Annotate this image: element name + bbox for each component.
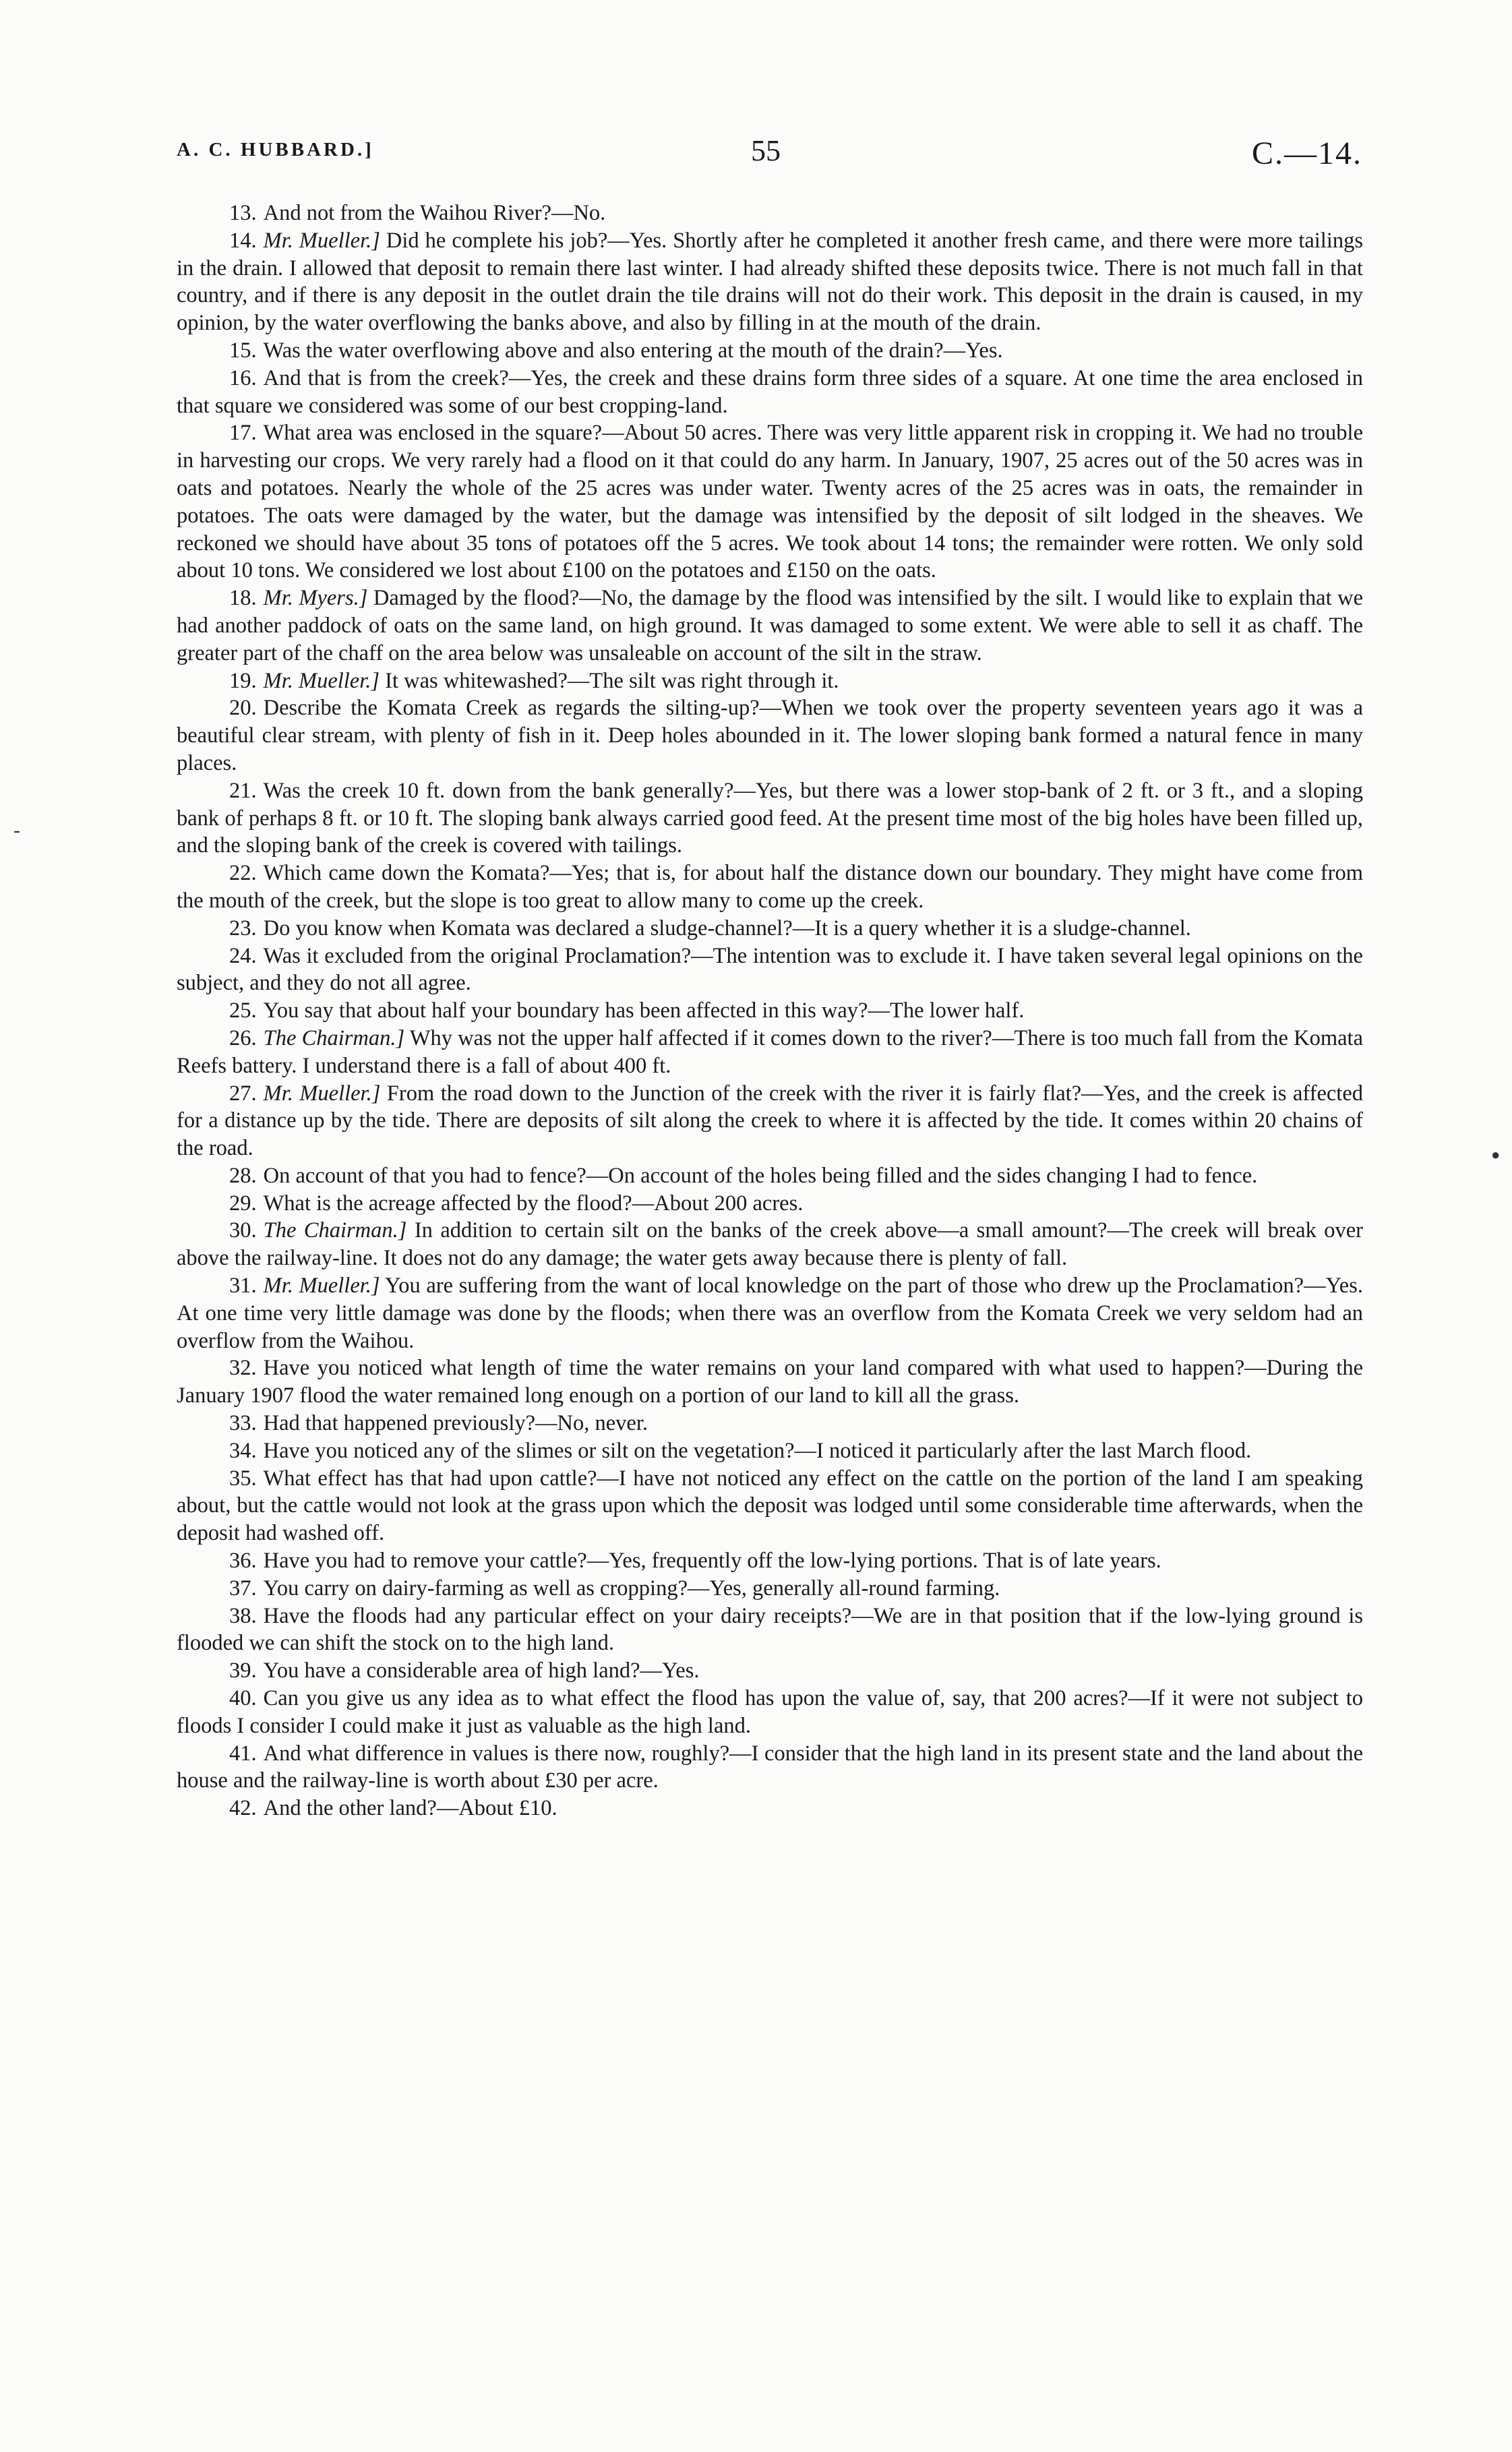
question-number: 27. (229, 1081, 257, 1106)
question-answer-paragraph (177, 1465, 1363, 1547)
question-number: 38. (229, 1603, 257, 1628)
question-number: 28. (229, 1163, 257, 1188)
paragraph-text: Why was not the upper half affected if it comes down to the river?—There is too much fall from the Komata Reefs battery. I understand there is a fall of about 400 ft. (177, 1025, 1364, 1078)
speaker-label: Mr. Mueller.] (263, 228, 380, 253)
paragraph-text: You say that about half your boundary has been affected in this way?—The lower half. (263, 998, 1025, 1023)
speaker-label: Mr. Myers.] (263, 586, 368, 611)
question-answer-paragraph (177, 1437, 1363, 1465)
speaker-label: Mr. Mueller.] (263, 1274, 380, 1298)
question-answer-paragraph (177, 337, 1363, 365)
question-answer-paragraph (177, 1603, 1363, 1658)
question-answer-paragraph (177, 1547, 1363, 1575)
question-number: 22. (229, 861, 257, 886)
paragraph-text: Have you noticed any of the slimes or silt on the vegetation?—I noticed it particularly after the last March flood. (263, 1438, 1252, 1463)
paragraph-text: Was the creek 10 ft. down from the bank generally?—Yes, but there was a lower stop-bank of 2 ft. or 3 ft., and a sloping bank of perhaps 8 ft. or 10 ft. The sloping bank always carried good feed. At the present time most of the big holes have been filled up, and the sloping bank of the creek is covered with tailings. (177, 778, 1363, 858)
question-answer-paragraph (177, 915, 1363, 943)
speaker-label: Mr. Mueller.] (263, 668, 380, 693)
question-number: 39. (229, 1658, 257, 1683)
question-number: 36. (229, 1549, 257, 1574)
question-answer-paragraph (177, 667, 1363, 695)
question-answer-paragraph (177, 1740, 1363, 1795)
question-number: 29. (229, 1191, 257, 1216)
question-number: 37. (229, 1576, 257, 1601)
question-answer-paragraph (177, 1272, 1363, 1354)
paragraph-text: Was it excluded from the original Proclamation?—The intention was to exclude it. I have taken several legal opinions on the subject, and they do not all agree. (177, 943, 1363, 996)
question-number: 41. (229, 1741, 257, 1766)
question-number: 24. (229, 943, 257, 968)
paragraph-text: You have a considerable area of high land?—Yes. (263, 1658, 700, 1683)
question-number: 26. (229, 1025, 257, 1050)
paragraph-text: What effect has that had upon cattle?—I have not noticed any effect on the cattle on the portion of the land I am speaking about, but the cattle would not look at the grass upon which the deposit was lodged until some considerable time afterwards, when the deposit had washed off. (177, 1466, 1363, 1546)
speaker-label: The Chairman.] (263, 1218, 407, 1243)
question-answer-paragraph (177, 365, 1363, 420)
speaker-label: The Chairman.] (263, 1025, 405, 1050)
question-number: 33. (229, 1411, 257, 1436)
question-number: 18. (229, 586, 257, 611)
paragraph-text: You carry on dairy-farming as well as cropping?—Yes, generally all-round farming. (263, 1576, 1000, 1601)
question-answer-paragraph (177, 227, 1363, 337)
question-answer-paragraph (177, 1575, 1363, 1603)
paragraph-text: From the road down to the Junction of the creek with the river it is fairly flat?—Yes, and the creek is affected for a distance up by the tide. There are deposits of silt along the creek to where it is affected by the tide. It comes within 20 chains of the road. (177, 1081, 1364, 1161)
question-number: 23. (229, 916, 257, 940)
question-answer-paragraph (177, 860, 1363, 915)
question-answer-paragraph (177, 1025, 1363, 1080)
question-number: 15. (229, 338, 257, 363)
paragraph-text: On account of that you had to fence?—On account of the holes being filled and the sides changing I had to fence. (263, 1163, 1258, 1188)
question-answer-paragraph (177, 585, 1363, 667)
question-number: 30. (229, 1218, 257, 1243)
question-number: 31. (229, 1274, 257, 1298)
question-number: 13. (229, 201, 257, 225)
page-header (177, 133, 1362, 174)
testimony-body (177, 200, 1363, 1822)
paragraph-text: What is the acreage affected by the flood?—About 200 acres. (263, 1191, 804, 1216)
question-answer-paragraph (177, 1162, 1363, 1190)
question-answer-paragraph (177, 997, 1363, 1025)
question-answer-paragraph (177, 419, 1363, 585)
paragraph-text: Had that happened previously?—No, never. (263, 1411, 648, 1436)
paragraph-text: And not from the Waihou River?—No. (263, 201, 606, 225)
paragraph-text: What area was enclosed in the square?—About 50 acres. There was very little apparent risk in cropping it. We had no trouble in harvesting our crops. We very rarely had a flood on it that could do any harm. In January, 1907, 25 acres out of the 50 acres was in oats and potatoes. Nearly the whole of the 25 acres was under water. Twenty acres of the 25 acres was in oats, the remainder in potatoes. The oats were damaged by the water, but the damage was intensified by the deposit of silt lodged in the sheaves. We reckoned we should have about 35 tons of potatoes off the 5 acres. We took about 14 tons; the remainder were rotten. We only sold about 10 tons. We considered we lost about £100 on the potatoes and £150 on the oats. (177, 421, 1363, 583)
question-answer-paragraph (177, 1657, 1363, 1685)
paragraph-text: And that is from the creek?—Yes, the creek and these drains form three sides of a square. At one time the area enclosed in that square we considered was some of our best cropping-land. (177, 365, 1363, 418)
question-number: 17. (229, 421, 257, 446)
paragraph-text: Describe the Komata Creek as regards the silting-up?—When we took over the property seventeen years ago it was a beautiful clear stream, with plenty of fish in it. Deep holes abounded in it. The lower sloping bank formed a natural fence in many places. (177, 696, 1363, 775)
paragraph-text: Do you know when Komata was declared a sludge-channel?—It is a query whether it is a sludge-channel. (263, 916, 1191, 940)
page-number: 55 (751, 134, 781, 167)
question-number: 21. (229, 778, 257, 803)
paragraph-text: And what difference in values is there now, roughly?—I consider that the high land in its present state and the land about the house and the railway-line is worth about £30 per acre. (177, 1741, 1363, 1793)
paragraph-text: Have you noticed what length of time the water remains on your land compared with what used to happen?—During the January 1907 flood the water remained long enough on a portion of our land to kill all the grass. (177, 1356, 1363, 1408)
question-number: 35. (229, 1466, 257, 1491)
question-answer-paragraph (177, 1685, 1363, 1740)
paragraph-text: You are suffering from the want of local knowledge on the part of those who drew up the Proclamation?—Yes. At one time very little damage was done by the floods; when there was an overflow from the Komata Creek we very seldom had an overflow from the Waihou. (177, 1274, 1363, 1353)
paragraph-text: Have you had to remove your cattle?—Yes, frequently off the low-lying portions. That is of late years. (263, 1549, 1161, 1574)
margin-dash-mark: - (13, 819, 20, 841)
speaker-label: Mr. Mueller.] (263, 1081, 381, 1106)
question-answer-paragraph (177, 1354, 1363, 1410)
question-answer-paragraph (177, 694, 1363, 777)
question-number: 14. (229, 228, 257, 253)
paragraph-text: Have the floods had any particular effect on your dairy receipts?—We are in that position that if the low-lying ground is flooded we can shift the stock on to the high land. (177, 1603, 1363, 1656)
question-answer-paragraph (177, 1217, 1363, 1272)
paragraph-text: And the other land?—About £10. (263, 1796, 557, 1821)
paragraph-text: Was the water overflowing above and also entering at the mouth of the drain?—Yes. (263, 338, 1003, 363)
question-number: 32. (229, 1356, 257, 1381)
question-answer-paragraph (177, 1795, 1363, 1822)
paragraph-text: It was whitewashed?—The silt was right through it. (385, 668, 839, 693)
paragraph-text: Which came down the Komata?—Yes; that is, for about half the distance down our boundary. They might have come from the mouth of the creek, but the slope is too great to allow many to come up the creek. (177, 861, 1363, 913)
question-number: 25. (229, 998, 257, 1023)
question-answer-paragraph (177, 777, 1363, 860)
question-number: 16. (229, 365, 257, 390)
paragraph-text: Can you give us any idea as to what effect the flood has upon the value of, say, that 200 acres?—If it were not subject to floods I consider I could make it just as valuable as the high land. (177, 1686, 1363, 1738)
question-number: 20. (229, 696, 257, 721)
question-answer-paragraph (177, 200, 1363, 227)
question-answer-paragraph (177, 1410, 1363, 1437)
question-answer-paragraph (177, 1190, 1363, 1218)
margin-dot-mark: ● (1491, 1146, 1501, 1163)
paragraph-text: Did he complete his job?—Yes. Shortly after he completed it another fresh came, and there were more tailings in the drain. I allowed that deposit to remain there last winter. I had already shifted these deposits twice. There is not much fall in that country, and if there is any deposit in the outlet drain the tile drains will not do their work. This deposit in the drain is caused, in my opinion, by the water overflowing the banks above, and also by filling in at the mouth of the drain. (177, 228, 1364, 336)
question-answer-paragraph (177, 1080, 1363, 1162)
paragraph-text: Damaged by the flood?—No, the damage by the flood was intensified by the silt. I would like to explain that we had another paddock of oats on the same land, on high ground. It was damaged to some extent. We were able to sell it as chaff. The greater part of the chaff on the area below was unsaleable on account of the silt in the straw. (177, 586, 1364, 665)
document-reference: C.—14. (1251, 136, 1362, 171)
witness-name-header: A. C. HUBBARD.] (177, 139, 374, 160)
paragraph-text: In addition to certain silt on the banks of the creek above—a small amount?—The creek will break over above the railway-line. It does not do any damage; the water gets away because there is plenty of fall. (177, 1218, 1363, 1271)
question-number: 42. (229, 1796, 257, 1821)
question-number: 19. (229, 668, 257, 693)
question-number: 40. (229, 1686, 257, 1711)
question-number: 34. (229, 1438, 257, 1463)
question-answer-paragraph (177, 943, 1363, 998)
